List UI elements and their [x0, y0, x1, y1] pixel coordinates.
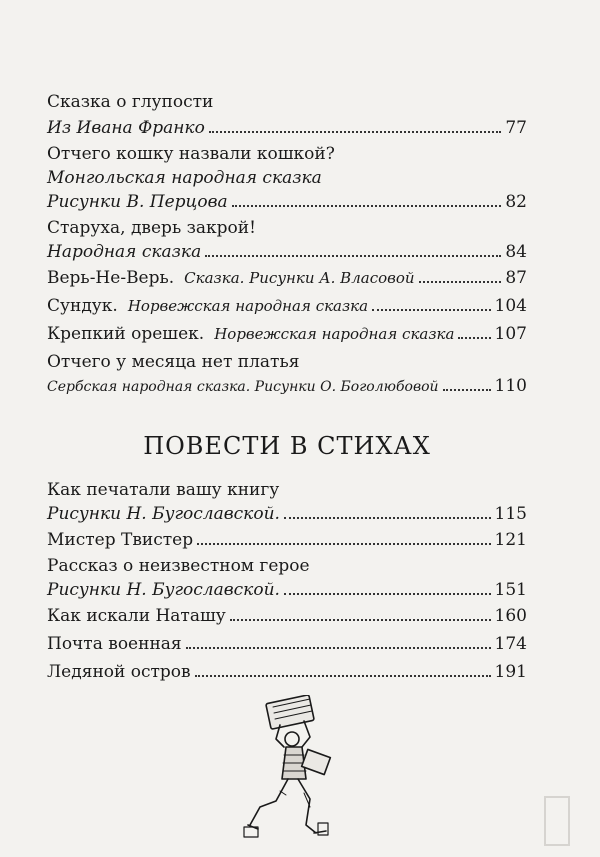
entry-subtitle: Сербская народная сказка. Рисунки О. Боголюбовой — [47, 379, 439, 395]
toc-entry-title — [47, 350, 527, 374]
entry-title: Мистер Твистер — [47, 530, 194, 550]
page-number: 115 — [494, 504, 527, 524]
entry-title: Почта военная — [47, 634, 182, 654]
leader-dots — [443, 389, 491, 391]
leader-dots — [458, 337, 490, 339]
page-number: 121 — [494, 530, 527, 550]
toc-entry — [47, 604, 527, 628]
leader-dots — [195, 675, 491, 677]
toc-entry-subline — [47, 190, 527, 214]
section-heading: ПОВЕСТИ В СТИХАХ — [143, 432, 431, 460]
leader-dots — [186, 647, 491, 649]
toc-entry — [47, 294, 527, 318]
toc-entry-subline — [47, 240, 527, 264]
entry-subtitle: Рисунки Н. Бугославской. — [47, 504, 280, 524]
entry-subtitle: Рисунки В. Перцова — [47, 192, 228, 212]
entry-title: Крепкий орешек. — [47, 324, 205, 344]
page-number: 160 — [494, 606, 527, 626]
toc-entry-subline — [47, 502, 527, 526]
entry-title: Отчего кошку назвали кошкой? — [47, 144, 335, 164]
toc-entry — [47, 632, 527, 656]
toc-entry — [47, 660, 527, 684]
page-number: 84 — [505, 242, 527, 262]
toc-entry-title — [47, 554, 527, 578]
toc-entry-title — [47, 142, 527, 166]
toc-entry-subline — [47, 374, 527, 399]
entry-subtitle: Норвежская народная сказка — [214, 325, 455, 343]
page-number: 104 — [494, 296, 527, 316]
toc-entry-subline — [47, 166, 527, 190]
running-man-illustration — [240, 695, 360, 845]
toc-entry — [47, 528, 527, 552]
entry-title: Старуха, дверь закрой! — [47, 218, 256, 238]
page-number: 191 — [494, 662, 527, 682]
toc-entry — [47, 322, 527, 346]
entry-title: Как искали Наташу — [47, 606, 226, 626]
toc-entry-title — [47, 90, 527, 114]
entry-title: Верь-Не-Верь. — [47, 268, 175, 288]
page-number: 87 — [505, 268, 527, 288]
entry-subtitle: Народная сказка — [47, 242, 202, 262]
leader-dots — [372, 309, 490, 311]
leader-dots — [284, 593, 491, 595]
toc-entry-title — [47, 478, 527, 502]
entry-subtitle: Рисунки Н. Бугославской. — [47, 580, 280, 600]
page-number: 174 — [494, 634, 527, 654]
leader-dots — [232, 205, 502, 207]
entry-title: Ледяной остров — [47, 662, 191, 682]
page-number: 82 — [505, 192, 527, 212]
entry-subtitle: Монгольская народная сказка — [47, 168, 322, 188]
toc-entry — [47, 266, 527, 290]
page-number: 107 — [494, 324, 527, 344]
toc-entry-subline — [47, 578, 527, 602]
leader-dots — [230, 619, 491, 621]
entry-subtitle: Из Ивана Франко — [47, 118, 205, 138]
leader-dots — [197, 543, 490, 545]
bleed-through-mark — [544, 796, 570, 846]
toc-entry-subline — [47, 116, 527, 140]
page-number: 77 — [505, 118, 527, 138]
entry-subtitle: Норвежская народная сказка — [127, 297, 369, 315]
entry-title: Как печатали вашу книгу — [47, 480, 280, 500]
entry-title: Отчего у месяца нет платья — [47, 352, 300, 372]
toc-entry-title — [47, 216, 527, 240]
leader-dots — [205, 255, 501, 257]
page-number: 151 — [494, 580, 527, 600]
entry-subtitle: Сказка. Рисунки А. Власовой — [184, 269, 415, 287]
leader-dots — [284, 517, 491, 519]
entry-title: Сундук. — [47, 296, 118, 316]
leader-dots — [209, 131, 502, 133]
page-number: 110 — [494, 376, 527, 396]
entry-title: Рассказ о неизвестном герое — [47, 556, 310, 576]
leader-dots — [419, 281, 502, 283]
entry-title: Сказка о глупости — [47, 92, 214, 112]
